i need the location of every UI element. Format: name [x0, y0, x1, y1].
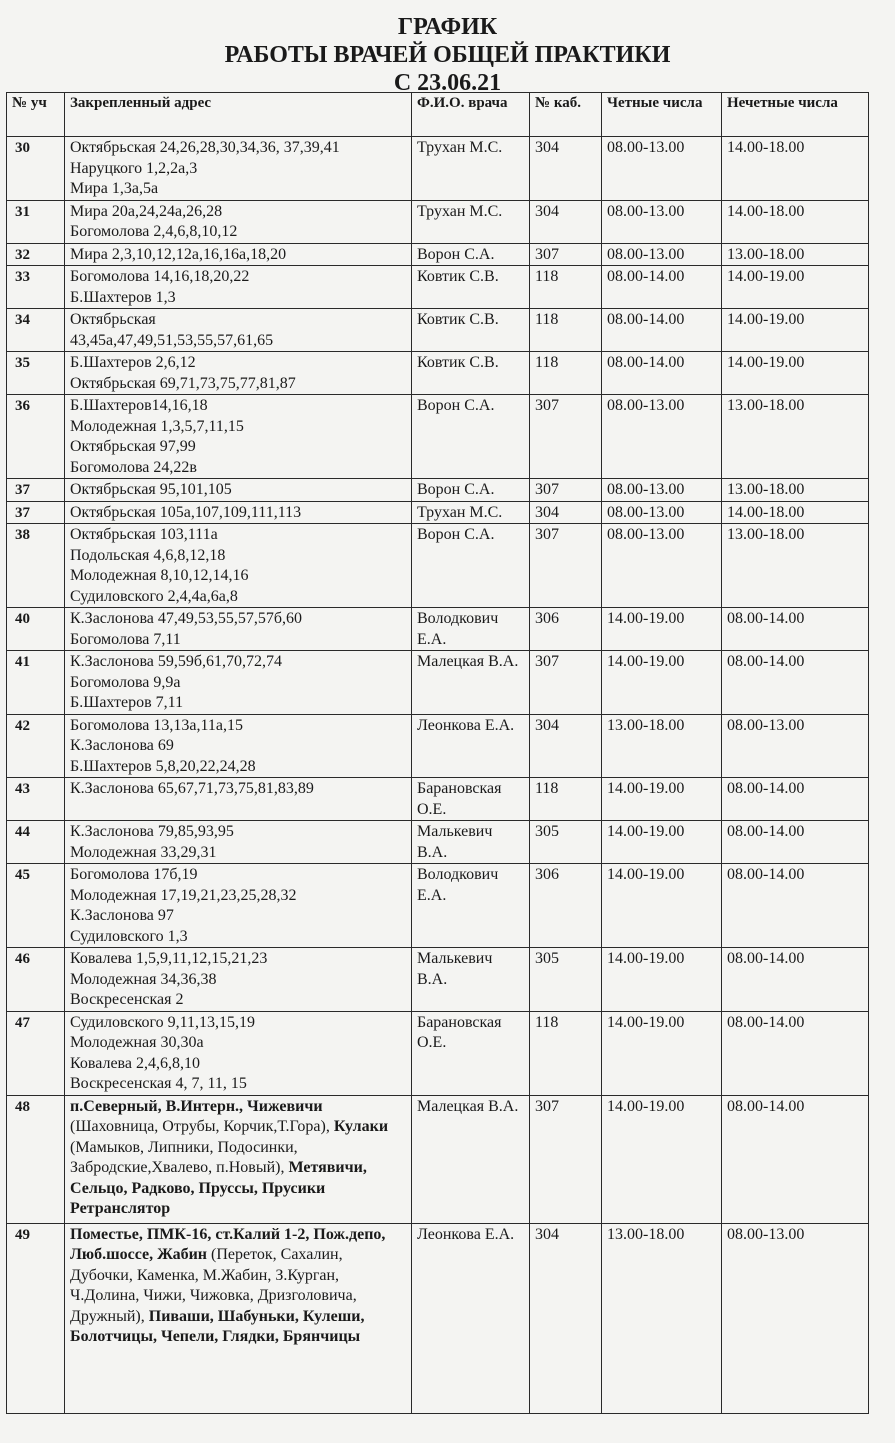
- even-days-hours: 14.00-19.00: [602, 651, 722, 715]
- row-number: 30: [7, 137, 65, 201]
- doctor-name: Ворон С.А.: [412, 395, 530, 479]
- address-line: 43,45а,47,49,51,53,55,57,61,65: [70, 331, 274, 349]
- address-cell: [65, 1011, 412, 1095]
- room-number: 304: [530, 501, 602, 524]
- address-line: К.Заслонова 79,85,93,95: [70, 823, 234, 840]
- doctor-name: Малецкая В.А.: [412, 651, 530, 715]
- header-row: [7, 93, 869, 137]
- table-row: [7, 651, 869, 715]
- even-days-hours: 08.00-13.00: [602, 137, 722, 201]
- address-line: Б.Шахтеров 5,8,20,22,24,28: [70, 757, 256, 775]
- doctor-name: Барановская О.Е.: [412, 778, 530, 821]
- table-row: [7, 479, 869, 502]
- address-line: Мира 2,3,10,12,12а,16,16а,18,20: [70, 245, 287, 263]
- row-number: 49: [7, 1223, 65, 1413]
- odd-days-hours: 13.00-18.00: [722, 524, 869, 608]
- address-line: К.Заслонова 97: [70, 907, 174, 924]
- header-even: Четные числа: [602, 93, 722, 137]
- row-number: 34: [7, 309, 65, 352]
- odd-days-hours: 14.00-19.00: [722, 352, 869, 395]
- row-number: 37: [7, 501, 65, 524]
- row-number: 40: [7, 608, 65, 651]
- table-row: [7, 243, 869, 266]
- address-bold-text: Пиваши, Шабуньки, Кулеши, Болотчицы, Чепели, Глядки, Брянчицы: [70, 1307, 365, 1345]
- even-days-hours: 14.00-19.00: [602, 778, 722, 821]
- address-line: Б.Шахтеров 1,3: [70, 288, 176, 306]
- schedule-body: [7, 137, 869, 1414]
- even-days-hours: 08.00-14.00: [602, 266, 722, 309]
- doctor-name: Володкович Е.А.: [412, 864, 530, 948]
- header-doctor: Ф.И.О. врача: [412, 93, 530, 137]
- table-row: [7, 501, 869, 524]
- doctor-name: Малецкая В.А.: [412, 1095, 530, 1223]
- address-text: (Переток, Сахалин, Дубочки, Каменка, М.Жабин, З.Курган, Ч.Долина, Чижи, Чижовка, Дризголовича, Дружный),: [70, 1246, 357, 1325]
- row-number: 41: [7, 651, 65, 715]
- address-cell: [65, 608, 412, 651]
- table-row: [7, 1095, 869, 1223]
- even-days-hours: 14.00-19.00: [602, 864, 722, 948]
- odd-days-hours: 08.00-14.00: [722, 1011, 869, 1095]
- table-row: [7, 524, 869, 608]
- address-line: Октябрьская 69,71,73,75,77,81,87: [70, 374, 296, 392]
- odd-days-hours: 13.00-18.00: [722, 243, 869, 266]
- doctor-name: Барановская О.Е.: [412, 1011, 530, 1095]
- table-row: [7, 821, 869, 864]
- table-row: [7, 200, 869, 243]
- doctor-name: Трухан М.С.: [412, 200, 530, 243]
- address-line: Подольская 4,6,8,12,18: [70, 546, 226, 564]
- header-room: № каб.: [530, 93, 602, 137]
- room-number: 307: [530, 479, 602, 502]
- table-row: [7, 608, 869, 651]
- odd-days-hours: 08.00-14.00: [722, 821, 869, 864]
- address-cell: [65, 200, 412, 243]
- doctor-name: Ковтик С.В.: [412, 266, 530, 309]
- address-line: Октябрьская 24,26,28,30,34,36, 37,39,41: [70, 139, 340, 156]
- row-number: 38: [7, 524, 65, 608]
- room-number: 306: [530, 864, 602, 948]
- table-row: [7, 395, 869, 479]
- row-number: 37: [7, 479, 65, 502]
- row-number: 36: [7, 395, 65, 479]
- row-number: 31: [7, 200, 65, 243]
- address-cell: [65, 479, 412, 502]
- address-cell: [65, 714, 412, 778]
- room-number: 305: [530, 948, 602, 1012]
- odd-days-hours: 08.00-14.00: [722, 608, 869, 651]
- address-line: Богомолова 14,16,18,20,22: [70, 268, 250, 285]
- address-line: К.Заслонова 59,59б,61,70,72,74: [70, 653, 283, 670]
- address-line: К.Заслонова 65,67,71,73,75,81,83,89: [70, 780, 314, 797]
- address-line: Молодежная 33,29,31: [70, 843, 217, 861]
- room-number: 118: [530, 352, 602, 395]
- even-days-hours: 08.00-13.00: [602, 200, 722, 243]
- row-number: 48: [7, 1095, 65, 1223]
- row-number: 46: [7, 948, 65, 1012]
- address-line: Ковалева 2,4,6,8,10: [70, 1054, 200, 1072]
- doctor-name: Малькевич В.А.: [412, 948, 530, 1012]
- address-line: Богомолова 2,4,6,8,10,12: [70, 223, 238, 240]
- even-days-hours: 14.00-19.00: [602, 1011, 722, 1095]
- address-line: Ковалева 1,5,9,11,12,15,21,23: [70, 950, 268, 967]
- table-row: [7, 864, 869, 948]
- address-line: Богомолова 7,11: [70, 630, 181, 648]
- room-number: 307: [530, 243, 602, 266]
- even-days-hours: 08.00-13.00: [602, 243, 722, 266]
- address-line: Судиловского 2,4,4а,6а,8: [70, 587, 238, 605]
- address-line: Богомолова 13,13а,11а,15: [70, 716, 243, 734]
- room-number: 307: [530, 651, 602, 715]
- table-row: [7, 948, 869, 1012]
- row-number: 32: [7, 243, 65, 266]
- address-bold-text: Кулаки: [333, 1118, 389, 1135]
- address-cell: [65, 524, 412, 608]
- address-line: Б.Шахтеров14,16,18: [70, 397, 208, 414]
- address-line: Наруцкого 1,2,2а,3: [70, 159, 198, 177]
- room-number: 304: [530, 200, 602, 243]
- odd-days-hours: 08.00-14.00: [722, 651, 869, 715]
- address-line: Судиловского 1,3: [70, 927, 188, 945]
- address-cell: [65, 309, 412, 352]
- doctor-name: Трухан М.С.: [412, 501, 530, 524]
- address-line: Судиловского 9,11,13,15,19: [70, 1013, 256, 1031]
- odd-days-hours: 13.00-18.00: [722, 479, 869, 502]
- odd-days-hours: 08.00-14.00: [722, 778, 869, 821]
- address-line: К.Заслонова 69: [70, 737, 174, 754]
- even-days-hours: 08.00-13.00: [602, 479, 722, 502]
- table-row: [7, 352, 869, 395]
- table-row: [7, 714, 869, 778]
- row-number: 33: [7, 266, 65, 309]
- row-number: 43: [7, 778, 65, 821]
- address-cell: [65, 778, 412, 821]
- odd-days-hours: 08.00-14.00: [722, 864, 869, 948]
- room-number: 307: [530, 395, 602, 479]
- address-cell: [65, 1223, 412, 1413]
- even-days-hours: 14.00-19.00: [602, 608, 722, 651]
- even-days-hours: 13.00-18.00: [602, 714, 722, 778]
- odd-days-hours: 08.00-13.00: [722, 1223, 869, 1413]
- even-days-hours: 14.00-19.00: [602, 821, 722, 864]
- header-num: № уч: [7, 93, 65, 137]
- odd-days-hours: 14.00-19.00: [722, 309, 869, 352]
- address-line: Октябрьская: [70, 311, 156, 328]
- even-days-hours: 08.00-13.00: [602, 524, 722, 608]
- address-line: Октябрьская 97,99: [70, 438, 196, 455]
- room-number: 118: [530, 1011, 602, 1095]
- odd-days-hours: 13.00-18.00: [722, 395, 869, 479]
- table-row: [7, 1011, 869, 1095]
- even-days-hours: 13.00-18.00: [602, 1223, 722, 1413]
- doctor-name: Ворон С.А.: [412, 243, 530, 266]
- address-cell: [65, 501, 412, 524]
- even-days-hours: 08.00-14.00: [602, 309, 722, 352]
- odd-days-hours: 08.00-14.00: [722, 1095, 869, 1223]
- table-row: [7, 266, 869, 309]
- even-days-hours: 14.00-19.00: [602, 1095, 722, 1223]
- address-line: Молодежная 34,36,38: [70, 970, 217, 988]
- doctor-name: Ковтик С.В.: [412, 309, 530, 352]
- even-days-hours: 14.00-19.00: [602, 948, 722, 1012]
- odd-days-hours: 14.00-18.00: [722, 200, 869, 243]
- address-cell: [65, 137, 412, 201]
- row-number: 35: [7, 352, 65, 395]
- address-cell: [65, 948, 412, 1012]
- doctor-name: Володкович Е.А.: [412, 608, 530, 651]
- address-cell: [65, 821, 412, 864]
- even-days-hours: 08.00-13.00: [602, 501, 722, 524]
- address-line: Б.Шахтеров 2,6,12: [70, 354, 196, 371]
- even-days-hours: 08.00-13.00: [602, 395, 722, 479]
- table-row: [7, 137, 869, 201]
- doctor-name: Трухан М.С.: [412, 137, 530, 201]
- address-cell: [65, 266, 412, 309]
- odd-days-hours: 08.00-14.00: [722, 948, 869, 1012]
- address-cell: [65, 864, 412, 948]
- header-odd: Нечетные числа: [722, 93, 869, 137]
- odd-days-hours: 14.00-19.00: [722, 266, 869, 309]
- doctor-name: Ворон С.А.: [412, 524, 530, 608]
- address-line: Октябрьская 105а,107,109,111,113: [70, 503, 302, 521]
- address-cell: [65, 1095, 412, 1223]
- address-line: К.Заслонова 47,49,53,55,57,57б,60: [70, 610, 303, 627]
- doctor-name: Леонкова Е.А.: [412, 714, 530, 778]
- row-number: 45: [7, 864, 65, 948]
- table-row: [7, 778, 869, 821]
- page-subtitle: РАБОТЫ ВРАЧЕЙ ОБЩЕЙ ПРАКТИКИ: [224, 42, 671, 68]
- room-number: 306: [530, 608, 602, 651]
- odd-days-hours: 14.00-18.00: [722, 137, 869, 201]
- row-number: 47: [7, 1011, 65, 1095]
- address-line: Богомолова 17б,19: [70, 866, 198, 883]
- room-number: 307: [530, 524, 602, 608]
- address-line: Молодежная 8,10,12,14,16: [70, 567, 249, 584]
- room-number: 305: [530, 821, 602, 864]
- room-number: 118: [530, 266, 602, 309]
- row-number: 44: [7, 821, 65, 864]
- odd-days-hours: 14.00-18.00: [722, 501, 869, 524]
- room-number: 304: [530, 714, 602, 778]
- address-bold-text: Метявичи, Сельцо, Радково, Пруссы, Прусики Ретранслятор: [70, 1159, 367, 1217]
- address-text: (Мамыков, Липники, Подосинки, Забродские,Хвалево, п.Новый),: [70, 1138, 298, 1176]
- page-title: ГРАФИК: [397, 14, 498, 40]
- address-line: Октябрьская 103,111а: [70, 526, 218, 543]
- doctor-name: Ворон С.А.: [412, 479, 530, 502]
- header-address: Закрепленный адрес: [65, 93, 412, 137]
- address-line: Мира 1,3а,5а: [70, 180, 159, 197]
- address-line: Октябрьская 95,101,105: [70, 481, 232, 498]
- row-number: 42: [7, 714, 65, 778]
- address-bold-text: Поместье, ПМК-16, ст.Калий 1-2, Пож.депо, Люб.шоссе, Жабин: [70, 1225, 386, 1263]
- room-number: 304: [530, 1223, 602, 1413]
- address-text: (Шаховница, Отрубы, Корчик,Т.Гора),: [70, 1118, 334, 1135]
- odd-days-hours: 08.00-13.00: [722, 714, 869, 778]
- address-line: Мира 20а,24,24а,26,28: [70, 202, 223, 220]
- schedule-table: [6, 92, 869, 1414]
- address-line: Богомолова 24,22в: [70, 458, 197, 476]
- address-cell: [65, 651, 412, 715]
- doctor-name: Ковтик С.В.: [412, 352, 530, 395]
- room-number: 118: [530, 778, 602, 821]
- table-row: [7, 1223, 869, 1413]
- address-line: Молодежная 30,30а: [70, 1034, 204, 1051]
- doctor-name: Леонкова Е.А.: [412, 1223, 530, 1413]
- address-cell: [65, 352, 412, 395]
- address-cell: [65, 395, 412, 479]
- address-cell: [65, 243, 412, 266]
- address-bold-text: п.Северный, В.Интерн., Чижевичи: [70, 1097, 323, 1115]
- room-number: 118: [530, 309, 602, 352]
- address-line: Молодежная 1,3,5,7,11,15: [70, 417, 244, 435]
- room-number: 304: [530, 137, 602, 201]
- address-line: Воскресенская 2: [70, 991, 184, 1008]
- table-row: [7, 309, 869, 352]
- address-line: Б.Шахтеров 7,11: [70, 694, 184, 711]
- room-number: 307: [530, 1095, 602, 1223]
- address-line: Молодежная 17,19,21,23,25,28,32: [70, 886, 297, 904]
- page-date: С 23.06.21: [393, 70, 502, 96]
- address-line: Воскресенская 4, 7, 11, 15: [70, 1075, 247, 1092]
- address-line: Богомолова 9,9а: [70, 673, 181, 691]
- doctor-name: Малькевич В.А.: [412, 821, 530, 864]
- even-days-hours: 08.00-14.00: [602, 352, 722, 395]
